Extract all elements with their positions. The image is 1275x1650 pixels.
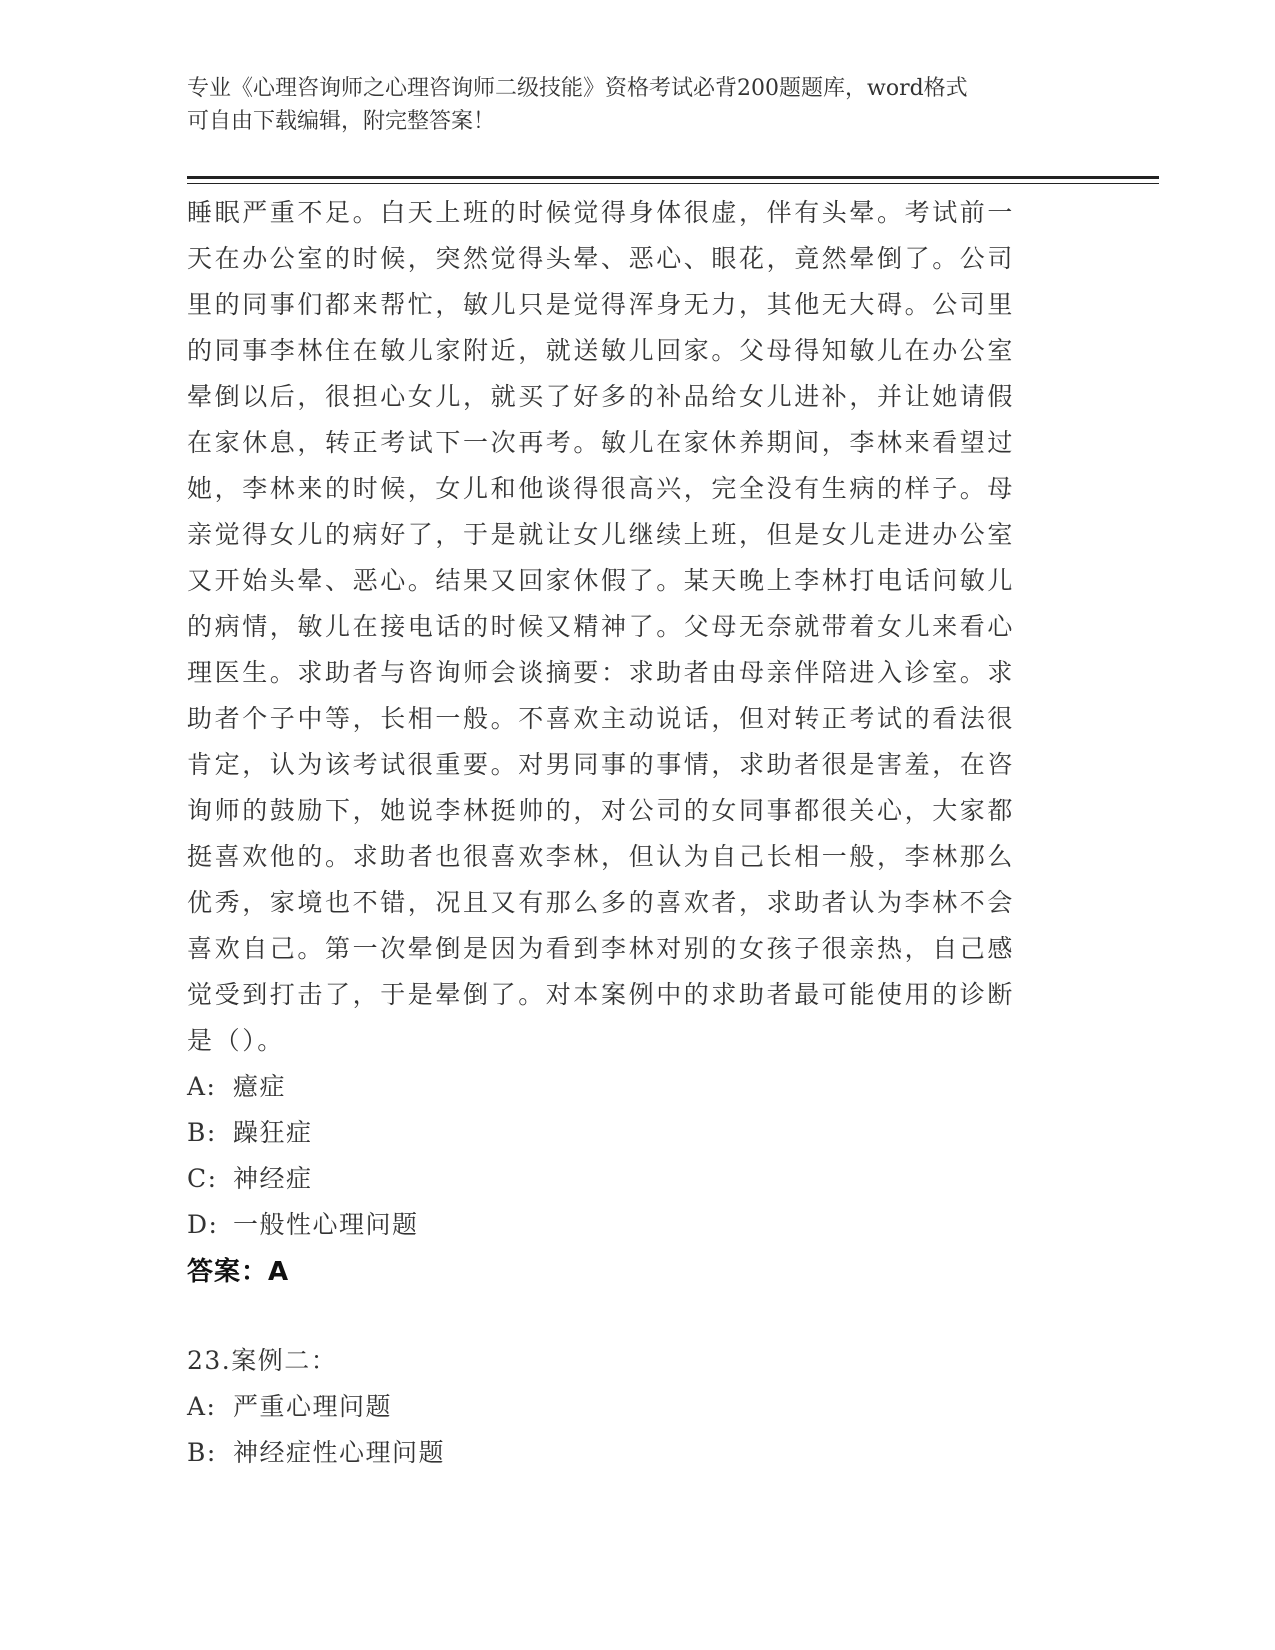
question-line: 在家休息，转正考试下一次再考。敏儿在家休养期间，李林来看望过 <box>187 428 1016 457</box>
option-text: 一般性心理问题 <box>233 1210 419 1239</box>
option-letter: D: <box>187 1210 219 1239</box>
question-line: 亲觉得女儿的病好了，于是就让女儿继续上班，但是女儿走进办公室 <box>187 520 1016 549</box>
question-line: 天在办公室的时候，突然觉得头晕、恶心、眼花，竟然晕倒了。公司 <box>187 244 1016 273</box>
question-line: 理医生。求助者与咨询师会谈摘要：求助者由母亲伴陪进入诊室。求 <box>187 658 1016 687</box>
header-divider-thin <box>187 183 1159 184</box>
option-letter: C: <box>187 1164 218 1193</box>
answer-line: 答案：A <box>187 1257 290 1287</box>
option-text: 躁狂症 <box>233 1118 313 1147</box>
question-line: 晕倒以后，很担心女儿，就买了好多的补品给女儿进补，并让她请假 <box>187 382 1016 411</box>
question-line: 喜欢自己。第一次晕倒是因为看到李林对别的女孩子很亲热，自己感 <box>187 934 1016 963</box>
option-letter: B: <box>187 1438 217 1467</box>
option-text: 神经症性心理问题 <box>233 1438 446 1467</box>
question-line: 又开始头晕、恶心。结果又回家休假了。某天晚上李林打电话问敏儿 <box>187 566 1016 595</box>
option-text: 癔症 <box>233 1072 287 1101</box>
question-line: 觉受到打击了，于是晕倒了。对本案例中的求助者最可能使用的诊断 <box>187 980 1016 1009</box>
next-option-a <box>187 1384 1067 1430</box>
question-options <box>187 1064 1067 1248</box>
header-line-1: 专业《心理咨询师之心理咨询师二级技能》资格考试必背200题题库，word格式 <box>187 76 968 101</box>
question-line: 的同事李林住在敏儿家附近，就送敏儿回家。父母得知敏儿在办公室 <box>187 336 1016 365</box>
option-letter: A: <box>187 1072 217 1101</box>
option-c <box>187 1156 1067 1202</box>
document-header <box>187 72 1067 138</box>
document-body <box>187 190 1067 1476</box>
question-line: 优秀，家境也不错，况且又有那么多的喜欢者，求助者认为李林不会 <box>187 888 1016 917</box>
section-spacer <box>187 1296 1067 1338</box>
question-line: 是（）。 <box>187 1026 285 1055</box>
option-letter: B: <box>187 1118 217 1147</box>
question-line: 她，李林来的时候，女儿和他谈得很高兴，完全没有生病的样子。母 <box>187 474 1016 503</box>
option-text: 严重心理问题 <box>233 1392 393 1421</box>
question-line: 肯定，认为该考试很重要。对男同事的事情，求助者很是害羞，在咨 <box>187 750 1016 779</box>
next-question-title: 23.案例二： <box>187 1346 338 1375</box>
question-text <box>187 190 1067 1064</box>
question-line: 询师的鼓励下，她说李林挺帅的，对公司的女同事都很关心，大家都 <box>187 796 1016 825</box>
option-d <box>187 1202 1067 1248</box>
question-line: 的病情，敏儿在接电话的时候又精神了。父母无奈就带着女儿来看心 <box>187 612 1016 641</box>
option-letter: A: <box>187 1392 217 1421</box>
option-a <box>187 1064 1067 1110</box>
question-line: 睡眠严重不足。白天上班的时候觉得身体很虚，伴有头晕。考试前一 <box>187 198 1016 227</box>
next-option-b <box>187 1430 1067 1476</box>
question-line: 助者个子中等，长相一般。不喜欢主动说话，但对转正考试的看法很 <box>187 704 1016 733</box>
header-divider-thick <box>187 176 1159 179</box>
question-line: 里的同事们都来帮忙，敏儿只是觉得浑身无力，其他无大碍。公司里 <box>187 290 1016 319</box>
option-b <box>187 1110 1067 1156</box>
header-line-2: 可自由下载编辑，附完整答案！ <box>187 109 496 134</box>
question-line: 挺喜欢他的。求助者也很喜欢李林，但认为自己长相一般，李林那么 <box>187 842 1016 871</box>
option-text: 神经症 <box>233 1164 313 1193</box>
